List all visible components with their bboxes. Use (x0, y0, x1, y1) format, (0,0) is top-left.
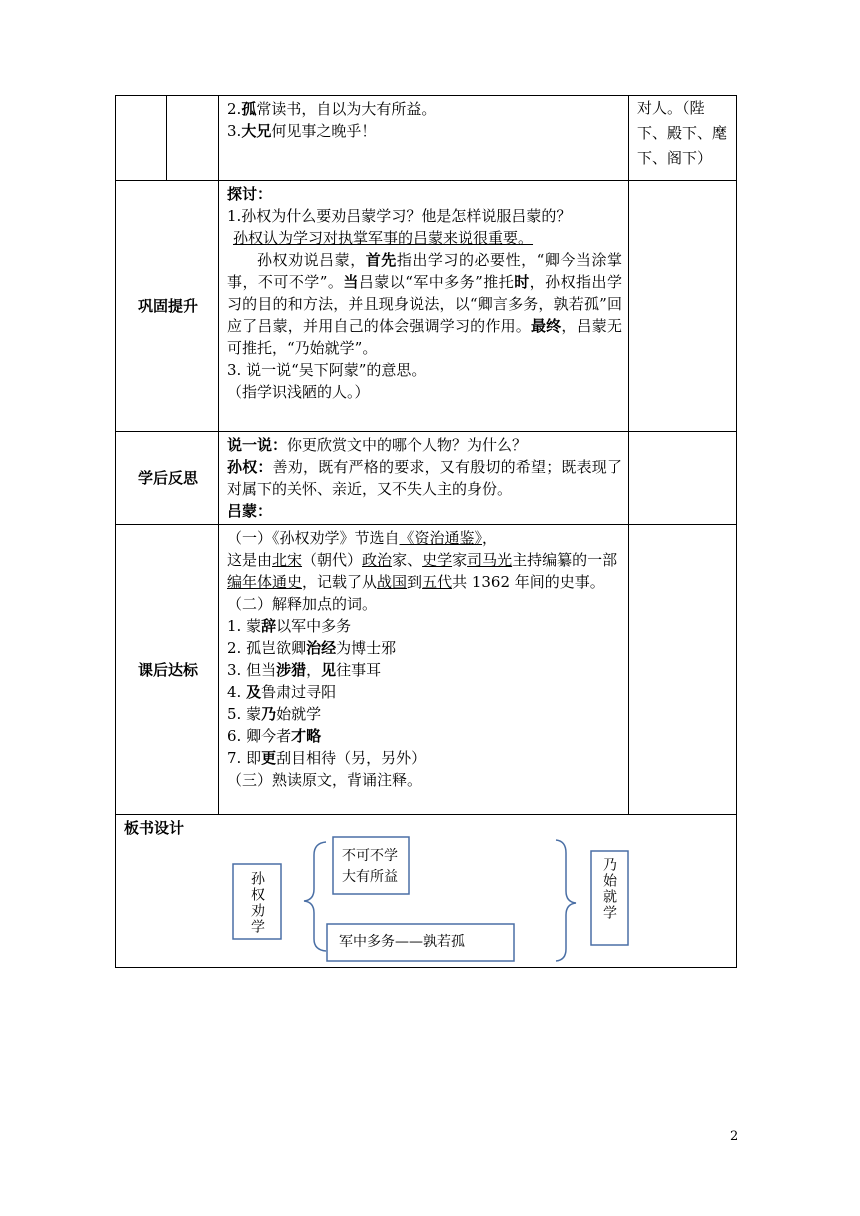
reflect-lumeng: 吕蒙： (227, 502, 273, 520)
example-line-3: 3.大兄何见事之晚乎！ (227, 122, 377, 140)
reflect-content (219, 432, 629, 525)
word-item: 6. 卿今者才略 (227, 727, 322, 745)
reflect-label: 学后反思 (116, 432, 219, 525)
board-cell (116, 815, 737, 968)
board-top-text-2: 大有所益 (342, 869, 398, 885)
board-right-text: 乃始就学 (601, 857, 617, 921)
continuation-content (219, 96, 629, 181)
consolidate-row (116, 181, 737, 432)
consolidate-label: 巩固提升 (116, 181, 219, 432)
practice-content (219, 525, 629, 815)
section-3-heading: （三）熟读原文，背诵注释。 (227, 771, 423, 789)
section-2-heading: （二）解释加点的词。 (227, 595, 378, 613)
empty-cell-a (116, 96, 167, 181)
word-item: 1. 蒙辞以军中多务 (227, 617, 352, 635)
word-item: 3. 但当涉猎，见往事耳 (227, 661, 382, 679)
reflect-note-cell (629, 432, 737, 525)
practice-label: 课后达标 (116, 525, 219, 815)
question-1: 1.孙权为什么要劝吕蒙学习？他是怎样说服吕蒙的？ (227, 207, 572, 225)
board-top-text-1: 不可不学 (342, 848, 398, 864)
word-item: 4. 及鲁肃过寻阳 (227, 683, 337, 701)
note-cell: 对人。（陛下、殿下、麾下、阁下） (629, 96, 737, 181)
page-number: 2 (730, 1129, 739, 1144)
reflect-row (116, 432, 737, 525)
source-detail: 这是由北宋（朝代）政治家、史学家司马光主持编纂的一部编年体通史，记载了从战国到五代共 1362 年间的史事。 (227, 551, 618, 591)
board-right-brace (556, 840, 576, 961)
answer-3: （指学识浅陋的人。） (227, 383, 370, 401)
board-bottom-text: 军中多务——孰若孤 (339, 934, 465, 950)
discussion-heading: 探讨： (227, 185, 273, 203)
board-title: 板书设计 (124, 819, 185, 837)
example-line-2: 2.孤常读书，自以为大有所益。 (227, 100, 437, 118)
practice-note-cell (629, 525, 737, 815)
board-left-text: 孙权劝学 (249, 871, 265, 935)
practice-row (116, 525, 737, 815)
word-item: 2. 孤岂欲卿治经为博士邪 (227, 639, 397, 657)
board-left-brace (304, 842, 326, 951)
consolidate-note-cell (629, 181, 737, 432)
answer-1: 孙权认为学习对执掌军事的吕蒙来说很重要。 (233, 229, 534, 247)
persuasion-paragraph: 孙权劝说吕蒙，首先指出学习的必要性，“卿今当涂掌事，不可不学”。当吕蒙以“军中多务”推托时，孙权指出学习的目的和方法，并且现身说法，以“卿言多务，孰若孤”回应了吕蒙，并用自己的体会强调学习的作用。最终，吕蒙无可推托，“乃始就学”。 (227, 251, 622, 357)
board-row (116, 815, 737, 968)
reflect-sunquan: 孙权：善劝，既有严格的要求，又有殷切的希望；既表现了对属下的关怀、亲近，又不失人主的身份。 (227, 458, 622, 498)
consolidate-content (219, 181, 629, 432)
question-3: 3. 说一说“吴下阿蒙”的意思。 (227, 361, 427, 379)
word-item: 7. 即更刮目相待（另，另外） (227, 749, 427, 767)
source-line: （一）《孙权劝学》节选自《资治通鉴》， (227, 529, 498, 547)
reflect-prompt: 说一说：你更欣赏文中的哪个人物？为什么？ (227, 436, 528, 454)
word-item: 5. 蒙乃始就学 (227, 705, 322, 723)
lesson-table (115, 95, 737, 968)
empty-cell-b (167, 96, 219, 181)
continuation-row (116, 96, 737, 181)
